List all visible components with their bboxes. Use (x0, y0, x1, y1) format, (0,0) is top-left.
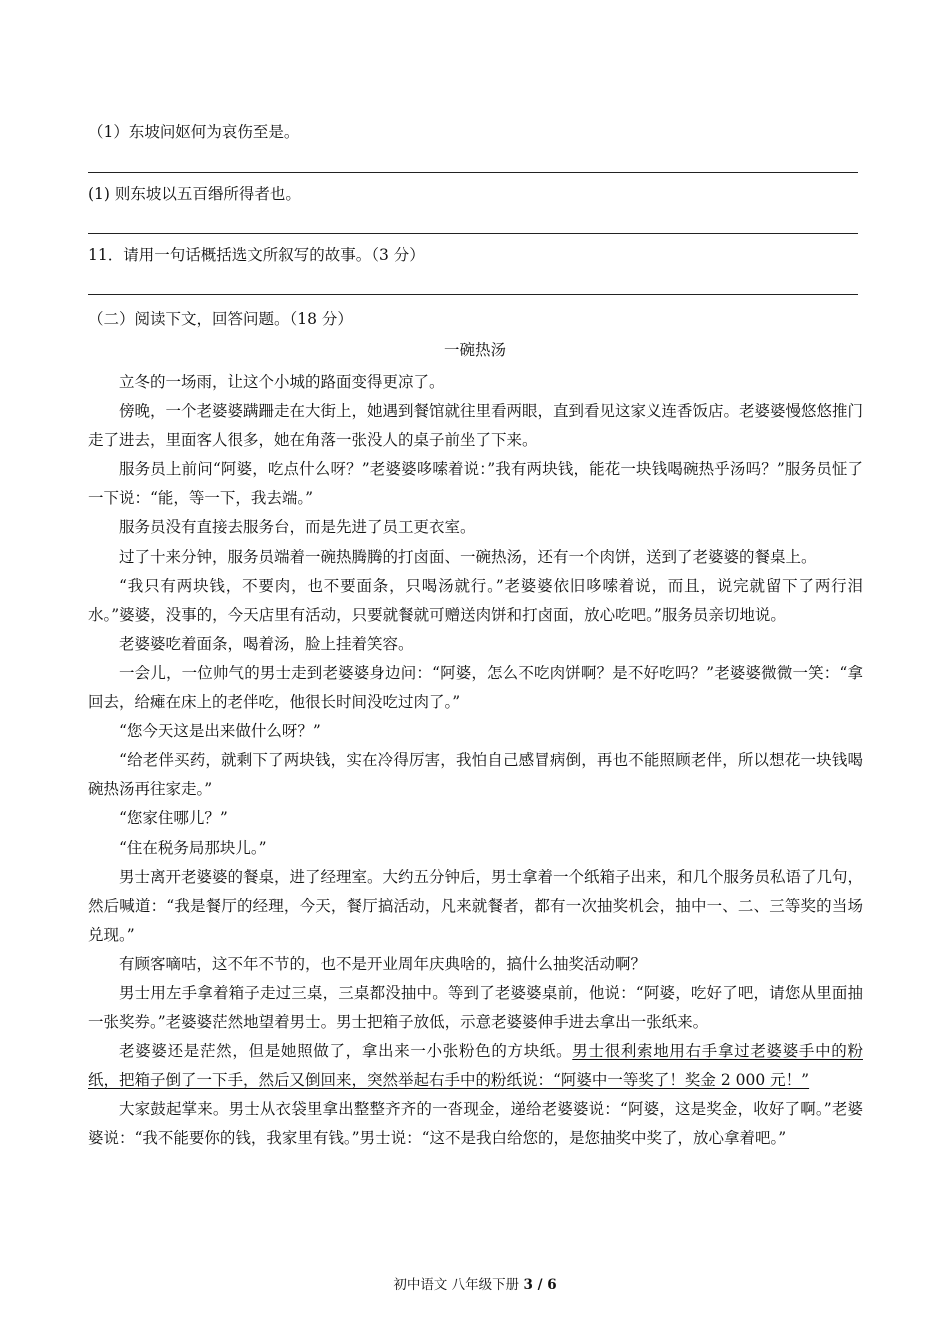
question-2: (1) 则东坡以五百缗所得者也。 (88, 185, 301, 203)
answer-line-3 (88, 294, 858, 295)
paragraph: 服务员没有直接去服务台，而是先进了员工更衣室。 (119, 518, 476, 537)
paragraph: 老婆婆吃着面条，喝着汤，脸上挂着笑容。 (119, 634, 414, 653)
paragraph: 男士用左手拿着箱子走过三桌，三桌都没抽中。等到了老婆婆桌前，他说：“阿婆，吃好了吧，请您从里面抽一张奖券。”老婆婆茫然地望着男士。男士把箱子放低，示意老婆婆伸手进去拿出一张纸来。 (88, 983, 863, 1032)
paragraph: 过了十来分钟，服务员端着一碗热腾腾的打卤面、一碗热汤，还有一个肉饼，送到了老婆婆的餐桌上。 (119, 547, 817, 566)
paragraph: 傍晚，一个老婆婆蹒跚走在大街上，她遇到餐馆就往里看两眼，直到看见这家义连香饭店。老婆婆慢悠悠推门走了进去，里面客人很多，她在角落一张没人的桌子前坐了下来。 (88, 402, 864, 450)
paragraph-text: 老婆婆还是茫然，但是她照做了，拿出来一小张粉色的方块纸。 (119, 1042, 573, 1061)
answer-line-2 (88, 233, 858, 234)
question-11: 11．请用一句话概括选文所叙写的故事。（3 分） (88, 246, 425, 264)
page-footer (0, 1273, 950, 1293)
paragraph: “您家住哪儿？” (119, 809, 228, 828)
passage-title: 一碗热汤 (443, 341, 506, 359)
footer-label: 初中语文 八年级下册 (393, 1277, 524, 1293)
paragraph: “我只有两块钱，不要肉，也不要面条，只喝汤就行。”老婆婆依旧哆嗦着说，而且，说完就留下了两行泪水。”婆婆，没事的，今天店里有活动，只要就餐就可赠送肉饼和打卤面，放心吃吧。”服务员亲切地说。 (88, 576, 863, 624)
paragraph: 立冬的一场雨，让这个小城的路面变得更凉了。 (119, 373, 445, 391)
paragraph: “住在税务局那块儿。” (119, 838, 267, 857)
underlined-sentence: 男士很利索地用右手拿过老婆婆手中的粉纸，把箱子倒了一下手，然后又倒回来，突然举起右手中的粉纸说：“阿婆中一等奖了！奖金 2 000 元！” (88, 1042, 863, 1090)
paragraph: 男士离开老婆婆的餐桌，进了经理室。大约五分钟后，男士拿着一个纸箱子出来，和几个服务员私语了几句，然后喊道：“我是餐厅的经理，今天，餐厅搞活动，凡来就餐者，都有一次抽奖机会，抽中一、二、三等奖的当场兑现。” (88, 867, 864, 944)
paragraph: “您今天这是出来做什么呀？” (119, 722, 321, 741)
paragraph: 大家鼓起掌来。男士从衣袋里拿出整整齐齐的一沓现金，递给老婆婆说：“阿婆，这是奖金，收好了啊。”老婆婆说：“我不能要你的钱，我家里有钱。”男士说：“这不是我白给您的，是您抽奖中奖了，放心拿着吧。” (88, 1100, 863, 1148)
paragraph: 服务员上前问“阿婆，吃点什么呀？”老婆婆哆嗦着说：”我有两块钱，能花一块钱喝碗热乎汤吗？”服务员怔了一下说：“能，等一下，我去端。” (88, 460, 863, 508)
paragraph: 有顾客嘀咕，这不年不节的，也不是开业周年庆典啥的，搞什么抽奖活动啊？ (119, 954, 647, 973)
question-1: （1）东坡问妪何为哀伤至是。 (88, 123, 300, 141)
answer-line-1 (88, 172, 858, 173)
page-number: 3 / 6 (523, 1277, 557, 1293)
paragraph: “给老伴买药，就剩下了两块钱，实在冷得厉害，我怕自己感冒病倒，再也不能照顾老伴，所以想花一块钱喝碗热汤再往家走。” (88, 751, 863, 799)
paragraph: 一会儿，一位帅气的男士走到老婆婆身边问：“阿婆，怎么不吃肉饼啊？是不好吃吗？”老婆婆微微一笑：“拿回去，给瘫在床上的老伴吃，他很长时间没吃过肉了。” (88, 663, 863, 712)
paragraph-with-underline (88, 1037, 863, 1095)
passage-body (88, 368, 863, 1154)
section-heading: （二）阅读下文，回答问题。（18 分） (88, 310, 353, 328)
